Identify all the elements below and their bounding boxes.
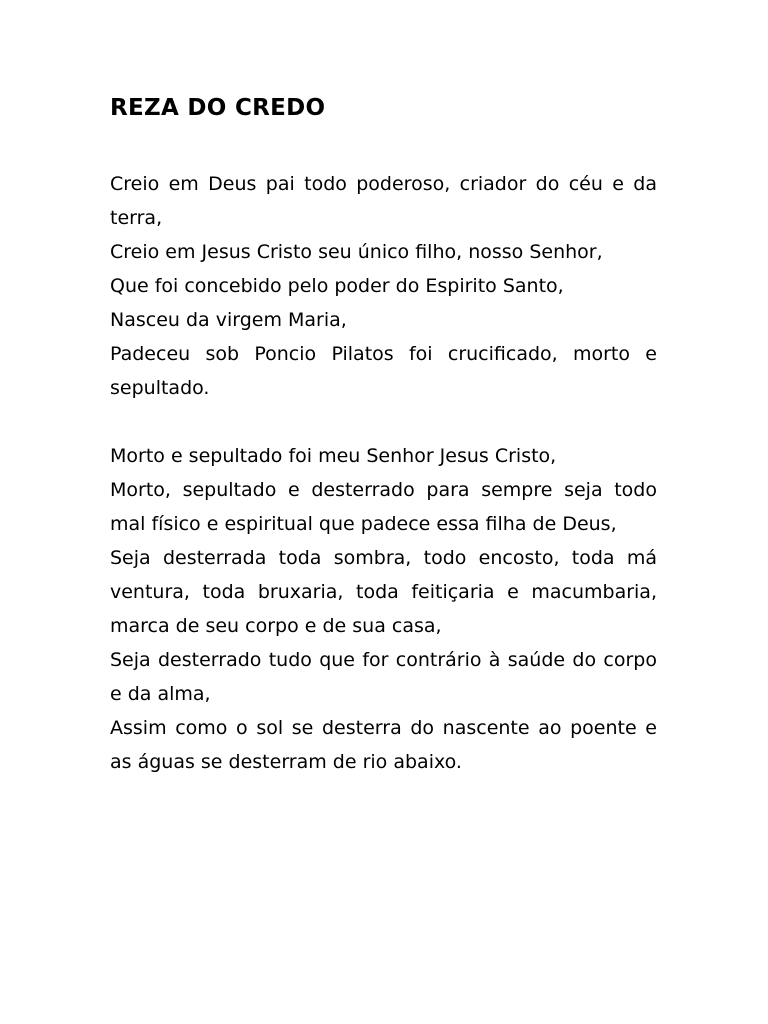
text-line: Morto, sepultado e desterrado para sempre seja todo mal físico e espiritual que padece essa filha de Deus,	[110, 479, 657, 535]
document-title: REZA DO CREDO	[110, 95, 326, 121]
text-line: Padeceu sob Poncio Pilatos foi crucificado, morto e sepultado.	[110, 343, 657, 399]
text-line: Nasceu da virgem Maria,	[110, 309, 347, 331]
document-content	[110, 92, 657, 779]
text-line: Morto e sepultado foi meu Senhor Jesus Cristo,	[110, 445, 557, 467]
text-line: Seja desterrado tudo que for contrário à saúde do corpo e da alma,	[110, 649, 657, 705]
text-line: Creio em Jesus Cristo seu único filho, nosso Senhor,	[110, 241, 603, 263]
prayer-paragraph-1	[110, 167, 657, 405]
prayer-paragraph-2	[110, 439, 657, 779]
text-line: Seja desterrada toda sombra, todo encosto, toda má ventura, toda bruxaria, toda feitiçaria e macumbaria, marca de seu corpo e de sua casa,	[110, 547, 657, 637]
text-line: Que foi concebido pelo poder do Espirito Santo,	[110, 275, 564, 297]
text-line: Creio em Deus pai todo poderoso, criador do céu e da terra,	[110, 173, 657, 229]
text-line: Assim como o sol se desterra do nascente ao poente e as águas se desterram de rio abaixo.	[110, 717, 657, 773]
